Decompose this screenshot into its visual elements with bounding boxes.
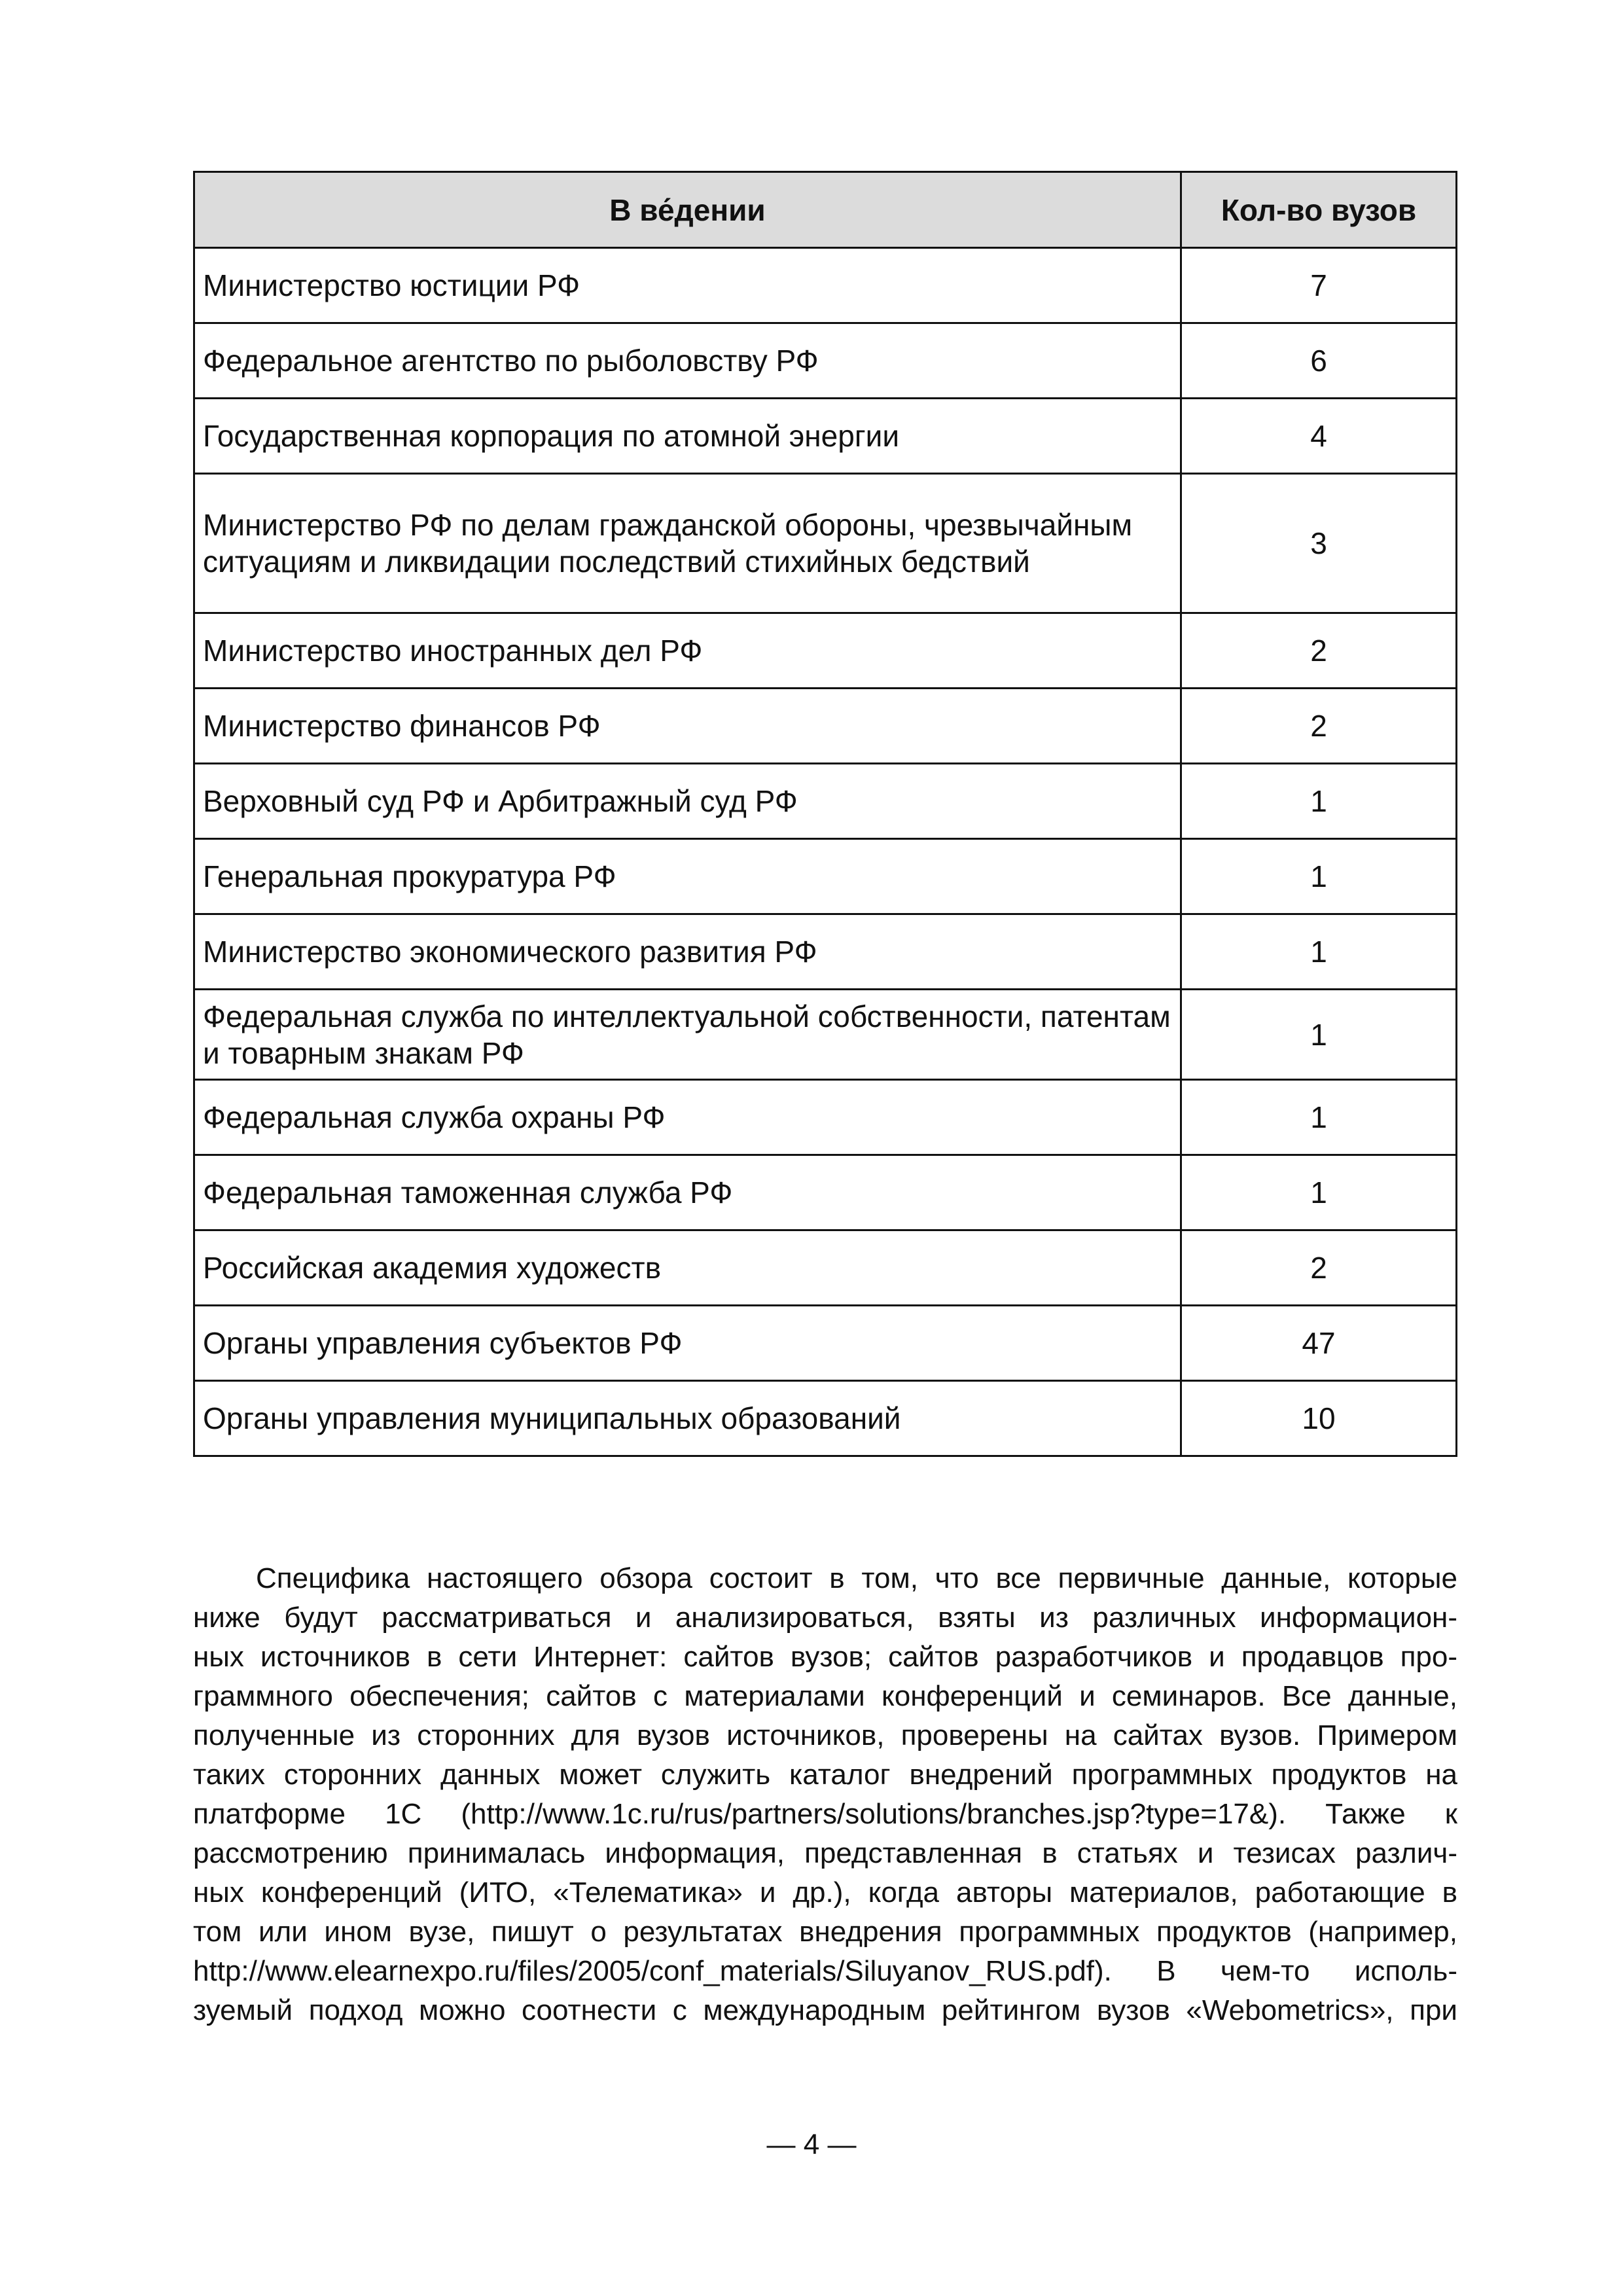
count-cell: 1	[1181, 1080, 1457, 1155]
table-body	[194, 248, 1457, 1456]
table-row	[194, 1381, 1457, 1456]
table-row	[194, 839, 1457, 914]
table-row	[194, 248, 1457, 323]
count-cell: 2	[1181, 613, 1457, 689]
count-cell: 1	[1181, 914, 1457, 990]
paragraph-line: http://www.elearnexpo.ru/files/2005/conf_materials/Siluyanov_RUS.pdf). В чем-то исполь-	[193, 1955, 1457, 1987]
header-count: Кол-во вузов	[1181, 172, 1457, 248]
authority-cell: Министерство иностранных дел РФ	[194, 613, 1181, 689]
table-row	[194, 990, 1457, 1080]
table-row	[194, 474, 1457, 613]
authority-cell: Федеральная служба охраны РФ	[194, 1080, 1181, 1155]
paragraph-line: ных источников в сети Интернет: сайтов вузов; сайтов разработчиков и продавцов про-	[193, 1641, 1457, 1673]
count-cell: 47	[1181, 1306, 1457, 1381]
header-authority: В ве́дении	[194, 172, 1181, 248]
paragraph-line: зуемый подход можно соотнести с международным рейтингом вузов «Webometrics», при	[193, 1994, 1457, 2026]
table-row	[194, 1080, 1457, 1155]
table-row	[194, 613, 1457, 689]
count-cell: 10	[1181, 1381, 1457, 1456]
paragraph-line: Специфика настоящего обзора состоит в том, что все первичные данные, которые	[256, 1562, 1457, 1594]
count-cell: 6	[1181, 323, 1457, 399]
count-cell: 2	[1181, 689, 1457, 764]
authority-cell: Органы управления субъектов РФ	[194, 1306, 1181, 1381]
table-header-row	[194, 172, 1457, 248]
count-cell: 7	[1181, 248, 1457, 323]
authority-cell: Министерство РФ по делам гражданской обороны, чрезвычайным ситуациям и ликвидации последствий стихийных бедствий	[194, 474, 1181, 613]
authority-cell: Федеральное агентство по рыболовству РФ	[194, 323, 1181, 399]
authority-cell: Министерство юстиции РФ	[194, 248, 1181, 323]
body-paragraph	[193, 1559, 1457, 2030]
authority-cell: Министерство экономического развития РФ	[194, 914, 1181, 990]
count-cell: 2	[1181, 1230, 1457, 1306]
universities-by-authority-table	[193, 171, 1457, 1457]
table-row	[194, 1306, 1457, 1381]
count-cell: 1	[1181, 990, 1457, 1080]
paragraph-line: полученные из сторонних для вузов источников, проверены на сайтах вузов. Примером	[193, 1719, 1457, 1751]
authority-cell: Министерство финансов РФ	[194, 689, 1181, 764]
count-cell: 1	[1181, 839, 1457, 914]
paragraph-line: платформе 1С (http://www.1c.ru/rus/partners/solutions/branches.jsp?type=17&). Также к	[193, 1798, 1457, 1830]
paragraph-line: ниже будут рассматриваться и анализироваться, взяты из различных информацион-	[193, 1602, 1457, 1634]
paragraph-line: граммного обеспечения; сайтов с материалами конференций и семинаров. Все данные,	[193, 1680, 1457, 1712]
authority-cell: Генеральная прокуратура РФ	[194, 839, 1181, 914]
count-cell: 4	[1181, 399, 1457, 474]
authority-cell: Органы управления муниципальных образований	[194, 1381, 1181, 1456]
page-number: — 4 —	[766, 2128, 857, 2161]
authority-cell: Верховный суд РФ и Арбитражный суд РФ	[194, 764, 1181, 839]
table-row	[194, 399, 1457, 474]
count-cell: 1	[1181, 764, 1457, 839]
table-row	[194, 689, 1457, 764]
authority-cell: Государственная корпорация по атомной энергии	[194, 399, 1181, 474]
count-cell: 1	[1181, 1155, 1457, 1230]
authority-cell: Федеральная таможенная служба РФ	[194, 1155, 1181, 1230]
table-row	[194, 764, 1457, 839]
authority-cell: Российская академия художеств	[194, 1230, 1181, 1306]
table-row	[194, 1230, 1457, 1306]
paragraph-line: том или ином вузе, пишут о результатах внедрения программных продуктов (например,	[193, 1916, 1457, 1948]
count-cell: 3	[1181, 474, 1457, 613]
table-row	[194, 914, 1457, 990]
paragraph-line: таких сторонних данных может служить каталог внедрений программных продуктов на	[193, 1759, 1457, 1791]
paragraph-line: ных конференций (ИТО, «Телематика» и др.), когда авторы материалов, работающие в	[193, 1876, 1457, 1909]
table-row	[194, 1155, 1457, 1230]
paragraph-line: рассмотрению принималась информация, представленная в статьях и тезисах различ-	[193, 1837, 1457, 1869]
table-row	[194, 323, 1457, 399]
authority-cell: Федеральная служба по интеллектуальной собственности, патентам и товарным знакам РФ	[194, 990, 1181, 1080]
